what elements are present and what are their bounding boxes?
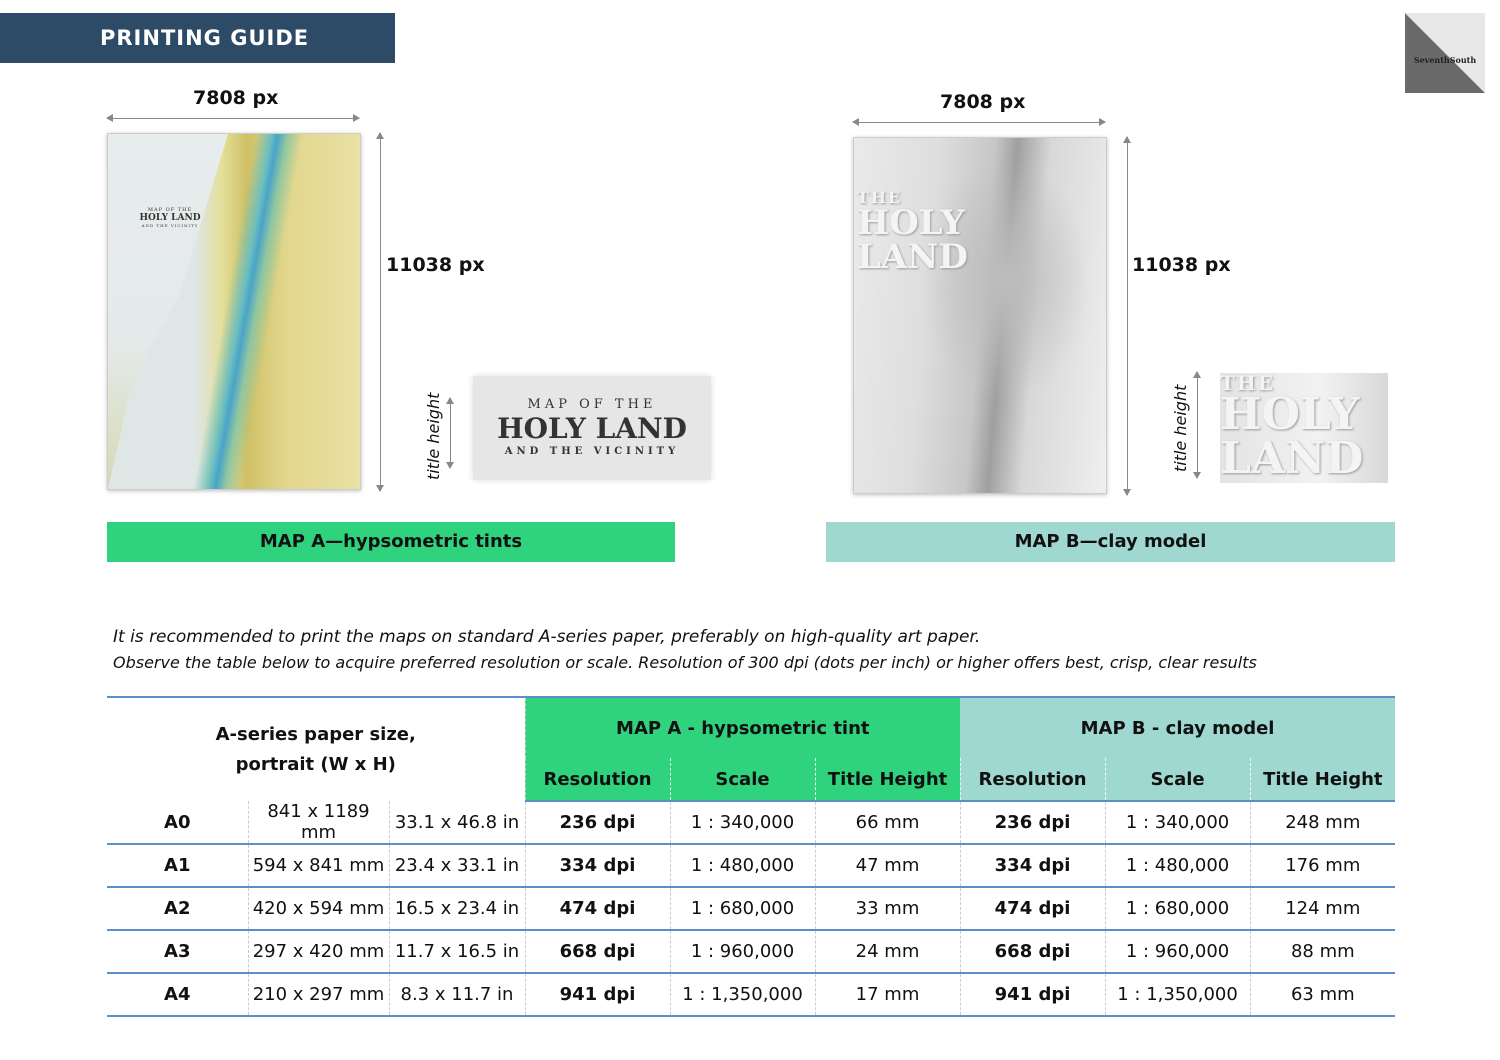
map-a-poster-title-line1: MAP OF THE [147, 207, 193, 213]
table-row [107, 801, 1395, 844]
map-b-poster-title-line2: HOLY [857, 203, 965, 243]
map-b-title-height-cell: 176 mm [1250, 844, 1395, 887]
paper-size-cell: A4 [107, 973, 248, 1016]
map-a-title-height-cell: 47 mm [815, 844, 960, 887]
map-b-resolution-cell: 334 dpi [960, 844, 1105, 887]
map-a-scale-cell: 1 : 960,000 [670, 930, 815, 973]
table-header-row-1 [107, 697, 1395, 758]
paper-size-cell: A2 [107, 887, 248, 930]
map-b-zoom-title-line3: LAND [1220, 433, 1364, 484]
table-row [107, 930, 1395, 973]
page-title-banner [0, 13, 395, 63]
size-mm-cell: 210 x 297 mm [248, 973, 389, 1016]
map-b-scale-cell: 1 : 960,000 [1105, 930, 1250, 973]
map-b-height-label: 11038 px [1132, 254, 1231, 276]
size-mm-cell: 420 x 594 mm [248, 887, 389, 930]
map-a-resolution-cell: 668 dpi [525, 930, 670, 973]
paper-size-header [107, 697, 525, 801]
map-a-scale-cell: 1 : 680,000 [670, 887, 815, 930]
size-in-cell: 23.4 x 33.1 in [389, 844, 525, 887]
map-b-title-height-cell: 88 mm [1250, 930, 1395, 973]
map-b-scale-cell: 1 : 1,350,000 [1105, 973, 1250, 1016]
map-a-title-height-cell: 17 mm [815, 973, 960, 1016]
paper-size-cell: A0 [107, 801, 248, 844]
map-a-resolution-header: Resolution [525, 758, 670, 801]
size-in-cell: 8.3 x 11.7 in [389, 973, 525, 1016]
map-b-resolution-header: Resolution [960, 758, 1105, 801]
page-title: PRINTING GUIDE [100, 26, 310, 50]
map-b-zoom-title [1220, 371, 1364, 484]
map-a-scale-cell: 1 : 1,350,000 [670, 973, 815, 1016]
map-b-scale-cell: 1 : 680,000 [1105, 887, 1250, 930]
note-line-1: It is recommended to print the maps on standard A-series paper, preferably on high-quality art paper. [113, 627, 981, 647]
map-a-title-height-cell: 66 mm [815, 801, 960, 844]
map-a-resolution-cell: 474 dpi [525, 887, 670, 930]
map-a-title-height-cell: 33 mm [815, 887, 960, 930]
map-a-resolution-cell: 236 dpi [525, 801, 670, 844]
map-b-zoom-title-line2: HOLY [1220, 389, 1360, 440]
map-a-resolution-cell: 941 dpi [525, 973, 670, 1016]
table-row [107, 973, 1395, 1016]
map-a-scale-cell: 1 : 480,000 [670, 844, 815, 887]
size-in-cell: 16.5 x 23.4 in [389, 887, 525, 930]
paper-size-header-text: A-series paper size, portrait (W x H) [215, 723, 416, 775]
map-b-poster-title [857, 188, 968, 277]
map-b-width-arrow [853, 122, 1105, 123]
map-b-scale-cell: 1 : 340,000 [1105, 801, 1250, 844]
size-mm-cell: 297 x 420 mm [248, 930, 389, 973]
map-a-title-height-cell: 24 mm [815, 930, 960, 973]
map-b-title-height-cell: 248 mm [1250, 801, 1395, 844]
map-b-title-height-cell: 63 mm [1250, 973, 1395, 1016]
map-a-sea [108, 134, 228, 489]
map-a-poster-title-line2: HOLY LAND [139, 213, 201, 223]
logo-text: SeventhSouth [1413, 55, 1477, 65]
paper-size-cell: A1 [107, 844, 248, 887]
logo-graphic [1405, 13, 1485, 93]
map-a-zoom-title-line1: MAP OF THE [527, 397, 657, 412]
map-b-poster [853, 137, 1107, 494]
map-b-width-label: 7808 px [940, 91, 1026, 113]
map-a-poster-title [130, 207, 210, 228]
size-in-cell: 11.7 x 16.5 in [389, 930, 525, 973]
map-a-title-height-arrow [450, 398, 451, 468]
seventhsouth-logo [1405, 13, 1485, 93]
map-a-width-label: 7808 px [193, 87, 279, 109]
map-b-title-height-header: Title Height [1250, 758, 1395, 801]
map-b-scale-header: Scale [1105, 758, 1250, 801]
map-a-zoom-title-line3: AND THE VICINITY [504, 446, 680, 457]
map-b-poster-title-line3: LAND [857, 237, 968, 277]
table-row [107, 887, 1395, 930]
map-b-group-header: MAP B - clay model [960, 697, 1395, 758]
map-a-height-label: 11038 px [386, 254, 485, 276]
map-a-title-height-header: Title Height [815, 758, 960, 801]
map-b-title-zoom [1220, 373, 1388, 483]
printing-guide-table [107, 696, 1395, 1017]
map-b-scale-cell: 1 : 480,000 [1105, 844, 1250, 887]
map-b-resolution-cell: 236 dpi [960, 801, 1105, 844]
map-b-resolution-cell: 668 dpi [960, 930, 1105, 973]
map-b-label: MAP B—clay model [826, 522, 1395, 562]
map-b-poster-title-line1: THE [857, 188, 903, 207]
map-a-poster [107, 133, 361, 490]
map-a-height-arrow [380, 133, 381, 491]
map-b-title-height-cell: 124 mm [1250, 887, 1395, 930]
map-b-title-height-arrow [1197, 372, 1198, 478]
map-a-title-height-label: title height [424, 392, 443, 480]
size-mm-cell: 594 x 841 mm [248, 844, 389, 887]
map-a-title-zoom [473, 376, 711, 480]
size-mm-cell: 841 x 1189 mm [248, 801, 389, 844]
map-a-scale-cell: 1 : 340,000 [670, 801, 815, 844]
table-row [107, 844, 1395, 887]
map-a-zoom-title-line2: HOLY LAND [497, 412, 687, 445]
map-a-scale-header: Scale [670, 758, 815, 801]
note-line-2: Observe the table below to acquire preferred resolution or scale. Resolution of 300 dpi (dots per inch) or higher offers best, crisp, clear results [113, 653, 1257, 672]
paper-size-cell: A3 [107, 930, 248, 973]
size-in-cell: 33.1 x 46.8 in [389, 801, 525, 844]
map-a-label: MAP A—hypsometric tints [107, 522, 675, 562]
map-b-resolution-cell: 474 dpi [960, 887, 1105, 930]
map-b-zoom-title-line1: THE [1220, 371, 1276, 395]
map-a-width-arrow [107, 118, 359, 119]
map-b-resolution-cell: 941 dpi [960, 973, 1105, 1016]
map-a-group-header: MAP A - hypsometric tint [525, 697, 960, 758]
map-b-height-arrow [1127, 137, 1128, 495]
map-a-resolution-cell: 334 dpi [525, 844, 670, 887]
map-a-poster-title-line3: AND THE VICINITY [141, 223, 199, 228]
map-a-zoom-title [473, 397, 711, 457]
map-b-title-height-label: title height [1171, 384, 1190, 472]
